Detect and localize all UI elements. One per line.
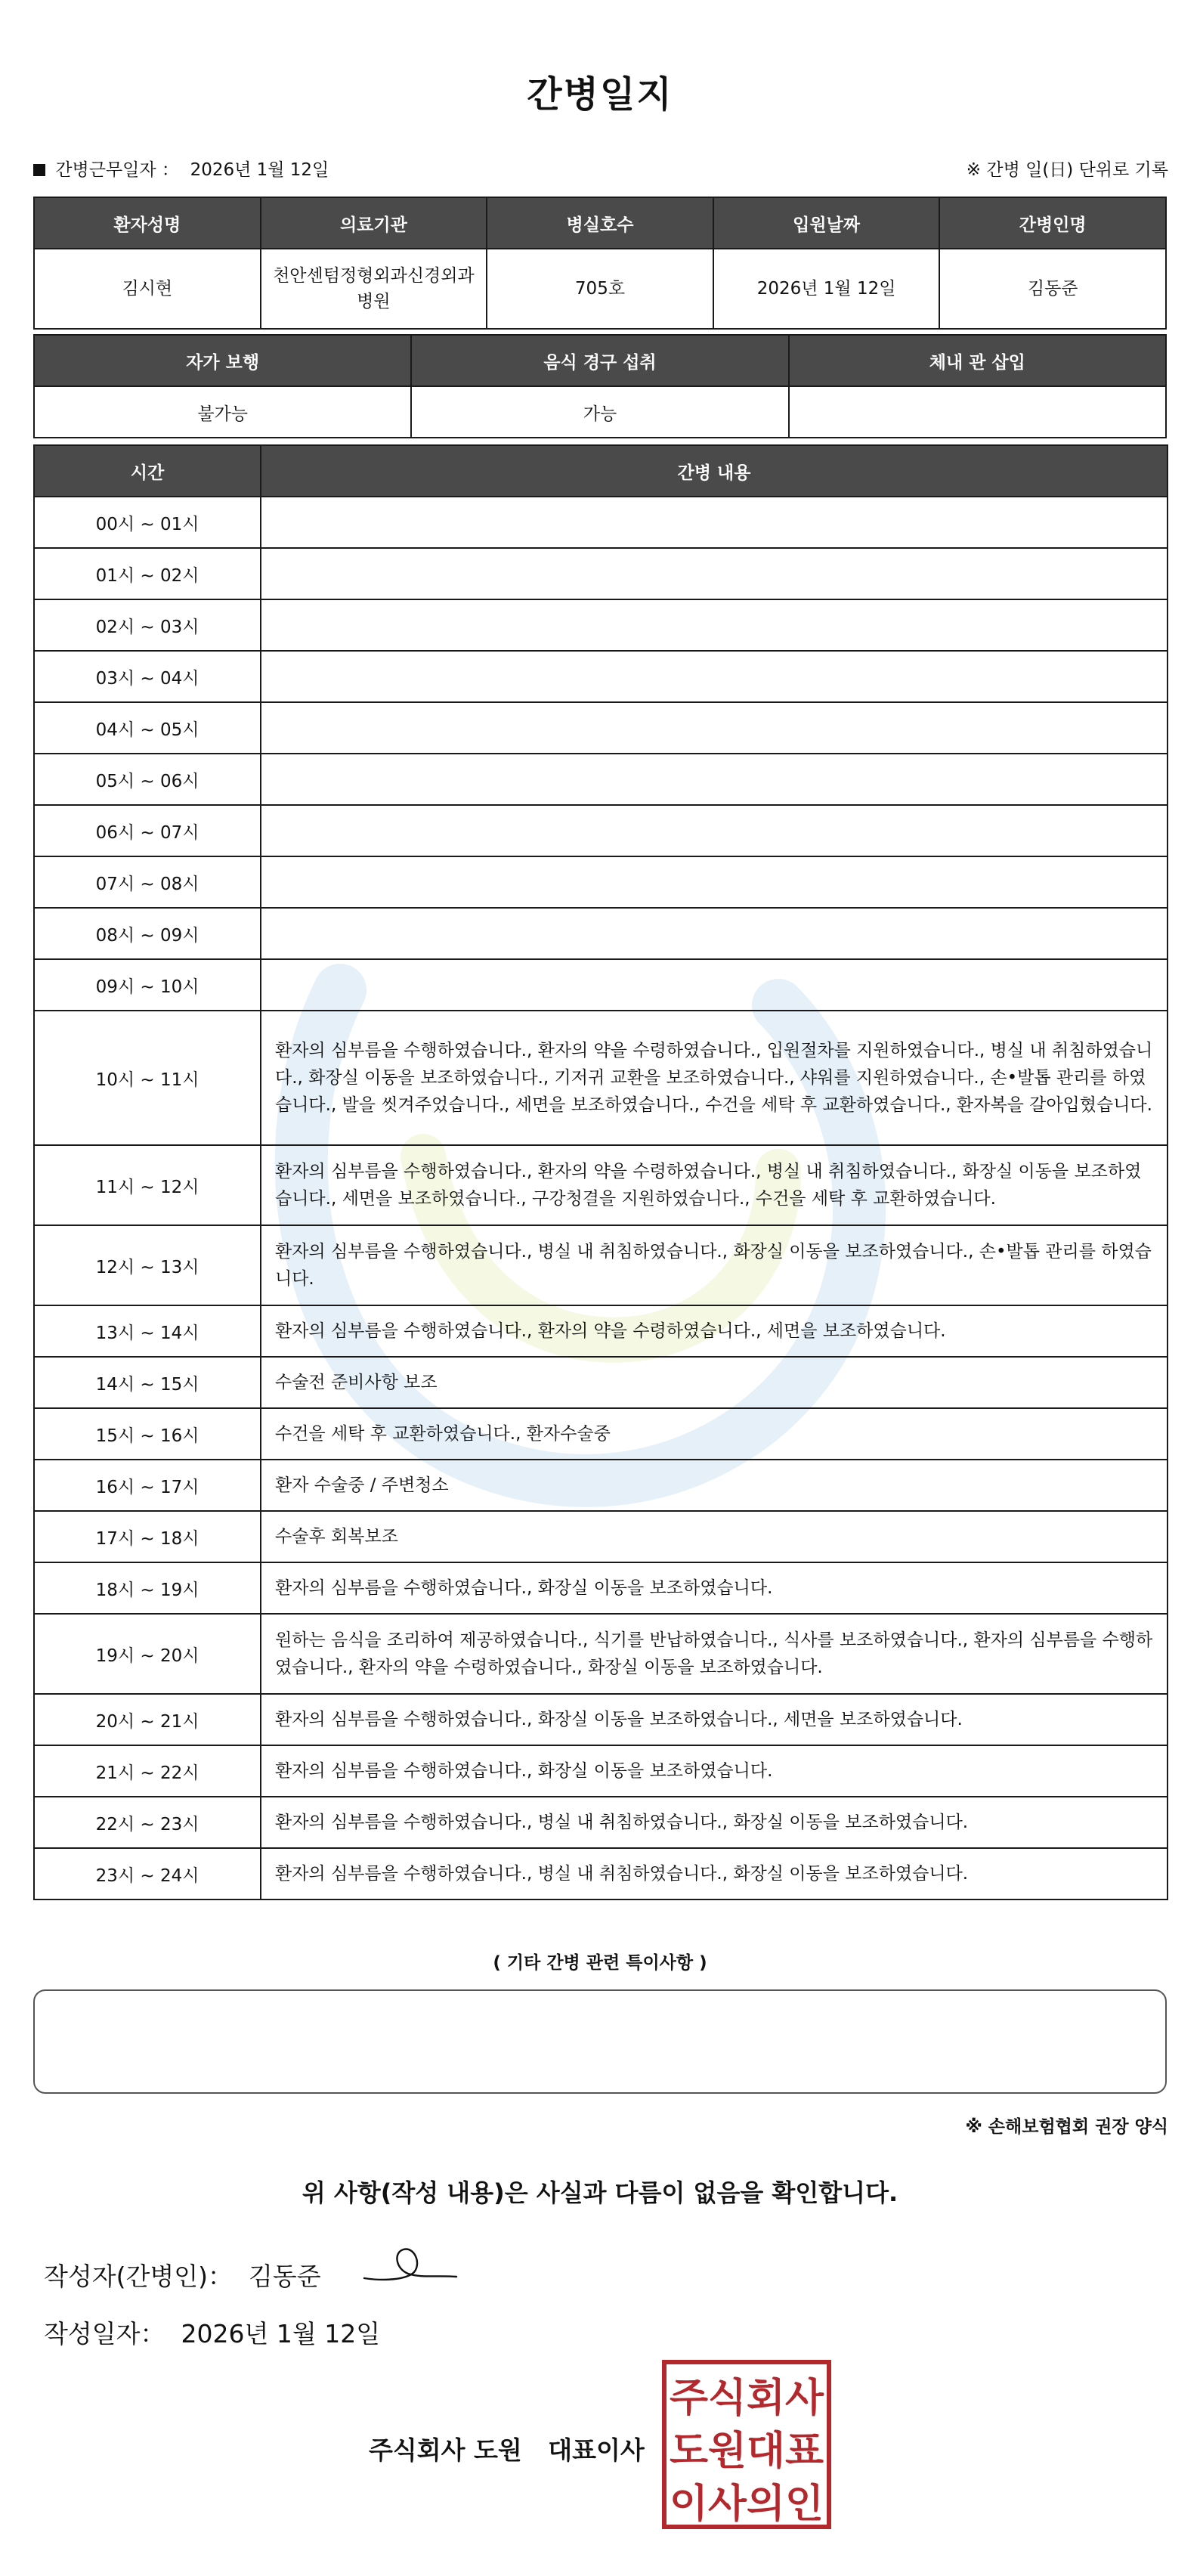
header-room: 병실호수	[487, 197, 713, 249]
header-care-content: 간병 내용	[261, 445, 1168, 497]
association-note: ※ 손해보험협회 권장 양식	[965, 2117, 1168, 2137]
log-time-cell: 05시 ~ 06시	[34, 754, 261, 805]
log-content-cell: 환자의 심부름을 수행하였습니다., 병실 내 취침하였습니다., 화장실 이동을 보조하였습니다.	[261, 1797, 1168, 1848]
header-tube-insertion: 체내 관 삽입	[789, 335, 1166, 386]
header-patient-name: 환자성명	[34, 197, 261, 249]
log-content-cell: 수술후 회복보조	[261, 1511, 1168, 1562]
self-walking-value: 불가능	[34, 386, 411, 438]
log-row	[34, 1011, 1168, 1145]
header-caregiver-name: 간병인명	[939, 197, 1166, 249]
signature-image	[361, 2239, 459, 2292]
log-content-cell: 수건을 세탁 후 교환하였습니다., 환자수술중	[261, 1408, 1168, 1460]
care-date-value: 2026년 1월 12일	[190, 160, 329, 180]
writer-label: 작성자(간병인)：	[44, 2262, 234, 2291]
log-content-cell: 환자의 심부름을 수행하였습니다., 화장실 이동을 보조하였습니다.	[261, 1562, 1168, 1614]
log-content-cell	[261, 548, 1168, 599]
log-row	[34, 1562, 1168, 1614]
log-time-cell: 10시 ~ 11시	[34, 1011, 261, 1145]
hospital-name: 천안센텀정형외과신경외과병원	[261, 249, 487, 329]
log-time-cell: 08시 ~ 09시	[34, 908, 261, 959]
log-content-cell: 환자의 심부름을 수행하였습니다., 화장실 이동을 보조하였습니다., 세면을 보조하였습니다.	[261, 1694, 1168, 1745]
log-row	[34, 1797, 1168, 1848]
patient-info-table	[33, 197, 1167, 330]
log-content-cell	[261, 754, 1168, 805]
log-row	[34, 1357, 1168, 1408]
log-time-cell: 09시 ~ 10시	[34, 959, 261, 1011]
log-time-cell: 23시 ~ 24시	[34, 1848, 261, 1899]
log-time-cell: 19시 ~ 20시	[34, 1614, 261, 1694]
log-row	[34, 1305, 1168, 1357]
log-time-cell: 01시 ~ 02시	[34, 548, 261, 599]
log-row	[34, 1848, 1168, 1899]
writer-line	[44, 2257, 321, 2293]
seal-row-2: 도원대표	[670, 2429, 824, 2474]
log-time-cell: 07시 ~ 08시	[34, 856, 261, 908]
log-time-cell: 21시 ~ 22시	[34, 1745, 261, 1797]
log-time-cell: 11시 ~ 12시	[34, 1145, 261, 1225]
log-content-cell: 원하는 음식을 조리하여 제공하였습니다., 식기를 반납하였습니다., 식사를 보조하였습니다., 환자의 심부름을 수행하였습니다., 환자의 약을 수령하였습니다., 화장실 이동을 보조하였습니다.	[261, 1614, 1168, 1694]
log-content-cell: 환자의 심부름을 수행하였습니다., 환자의 약을 수령하였습니다., 입원절차를 지원하였습니다., 병실 내 취침하였습니다., 화장실 이동을 보조하였습니다., 기저귀 교환을 보조하였습니다., 샤워를 지원하였습니다., 손•발톱 관리를 하였습니다., 발을 씻겨주었습니다., 세면을 보조하였습니다., 수건을 세탁 후 교환하였습니다., 환자복을 갈아입혔습니다.	[261, 1011, 1168, 1145]
log-row	[34, 1745, 1168, 1797]
log-row	[34, 1225, 1168, 1305]
log-content-cell	[261, 959, 1168, 1011]
header-time: 시간	[34, 445, 261, 497]
log-row	[34, 1408, 1168, 1460]
log-row	[34, 754, 1168, 805]
company-representative: 주식회사 도원 대표이사	[369, 2435, 645, 2465]
log-row	[34, 1145, 1168, 1225]
header-oral-intake: 음식 경구 섭취	[411, 335, 788, 386]
log-row	[34, 959, 1168, 1011]
log-content-cell: 환자의 심부름을 수행하였습니다., 환자의 약을 수령하였습니다., 세면을 보조하였습니다.	[261, 1305, 1168, 1357]
log-row	[34, 599, 1168, 651]
log-content-cell: 환자의 심부름을 수행하였습니다., 화장실 이동을 보조하였습니다.	[261, 1745, 1168, 1797]
page-title: 간병일지	[527, 73, 673, 116]
care-log-table	[33, 444, 1168, 1900]
log-row	[34, 1511, 1168, 1562]
patient-name: 김시현	[34, 249, 261, 329]
log-row	[34, 497, 1168, 548]
care-date-label: 간병근무일자 ：	[55, 160, 179, 180]
log-time-cell: 22시 ~ 23시	[34, 1797, 261, 1848]
log-row	[34, 702, 1168, 754]
log-time-cell: 06시 ~ 07시	[34, 805, 261, 856]
header-hospital: 의료기관	[261, 197, 487, 249]
log-time-cell: 20시 ~ 21시	[34, 1694, 261, 1745]
log-time-cell: 15시 ~ 16시	[34, 1408, 261, 1460]
care-date-line	[33, 156, 329, 181]
log-content-cell: 환자 수술중 / 주변청소	[261, 1460, 1168, 1511]
log-content-cell	[261, 702, 1168, 754]
log-time-cell: 02시 ~ 03시	[34, 599, 261, 651]
log-time-cell: 03시 ~ 04시	[34, 651, 261, 702]
log-content-cell	[261, 497, 1168, 548]
special-notes-box	[33, 1989, 1167, 2094]
caregiver-name: 김동준	[939, 249, 1166, 329]
log-content-cell: 수술전 준비사항 보조	[261, 1357, 1168, 1408]
tube-insertion-value	[789, 386, 1166, 438]
log-row	[34, 1614, 1168, 1694]
patient-status-table	[33, 334, 1167, 438]
company-seal-stamp	[662, 2360, 831, 2529]
oral-intake-value: 가능	[411, 386, 788, 438]
log-content-cell: 환자의 심부름을 수행하였습니다., 환자의 약을 수령하였습니다., 병실 내 취침하였습니다., 화장실 이동을 보조하였습니다., 세면을 보조하였습니다., 구강청결을 지원하였습니다., 수건을 세탁 후 교환하였습니다.	[261, 1145, 1168, 1225]
log-row	[34, 1694, 1168, 1745]
confirmation-statement: 위 사항(작성 내용)은 사실과 다름이 없음을 확인합니다.	[302, 2178, 898, 2207]
log-time-cell: 00시 ~ 01시	[34, 497, 261, 548]
header-self-walking: 자가 보행	[34, 335, 411, 386]
write-date-label: 작성일자：	[44, 2319, 165, 2348]
log-content-cell	[261, 856, 1168, 908]
log-time-cell: 17시 ~ 18시	[34, 1511, 261, 1562]
log-row	[34, 908, 1168, 959]
room-number: 705호	[487, 249, 713, 329]
seal-row-3: 이사의인	[670, 2482, 824, 2527]
log-time-cell: 13시 ~ 14시	[34, 1305, 261, 1357]
special-notes-title: ( 기타 간병 관련 특이사항 )	[493, 1953, 707, 1973]
admission-date: 2026년 1월 12일	[713, 249, 940, 329]
log-content-cell	[261, 599, 1168, 651]
log-time-cell: 04시 ~ 05시	[34, 702, 261, 754]
header-admission-date: 입원날짜	[713, 197, 940, 249]
write-date-line	[44, 2314, 380, 2350]
log-content-cell: 환자의 심부름을 수행하였습니다., 병실 내 취침하였습니다., 화장실 이동을 보조하였습니다., 손•발톱 관리를 하였습니다.	[261, 1225, 1168, 1305]
log-content-cell: 환자의 심부름을 수행하였습니다., 병실 내 취침하였습니다., 화장실 이동을 보조하였습니다.	[261, 1848, 1168, 1899]
write-date-value: 2026년 1월 12일	[181, 2319, 381, 2348]
log-row	[34, 651, 1168, 702]
seal-row-1: 주식회사	[670, 2376, 824, 2421]
log-row	[34, 856, 1168, 908]
log-content-cell	[261, 908, 1168, 959]
log-row	[34, 548, 1168, 599]
log-row	[34, 1460, 1168, 1511]
log-time-cell: 14시 ~ 15시	[34, 1357, 261, 1408]
log-time-cell: 12시 ~ 13시	[34, 1225, 261, 1305]
log-content-cell	[261, 805, 1168, 856]
square-bullet-icon	[33, 164, 45, 176]
writer-name: 김동준	[249, 2262, 321, 2291]
log-time-cell: 18시 ~ 19시	[34, 1562, 261, 1614]
log-time-cell: 16시 ~ 17시	[34, 1460, 261, 1511]
log-content-cell	[261, 651, 1168, 702]
log-row	[34, 805, 1168, 856]
record-unit-note: ※ 간병 일(日) 단위로 기록	[966, 160, 1168, 180]
